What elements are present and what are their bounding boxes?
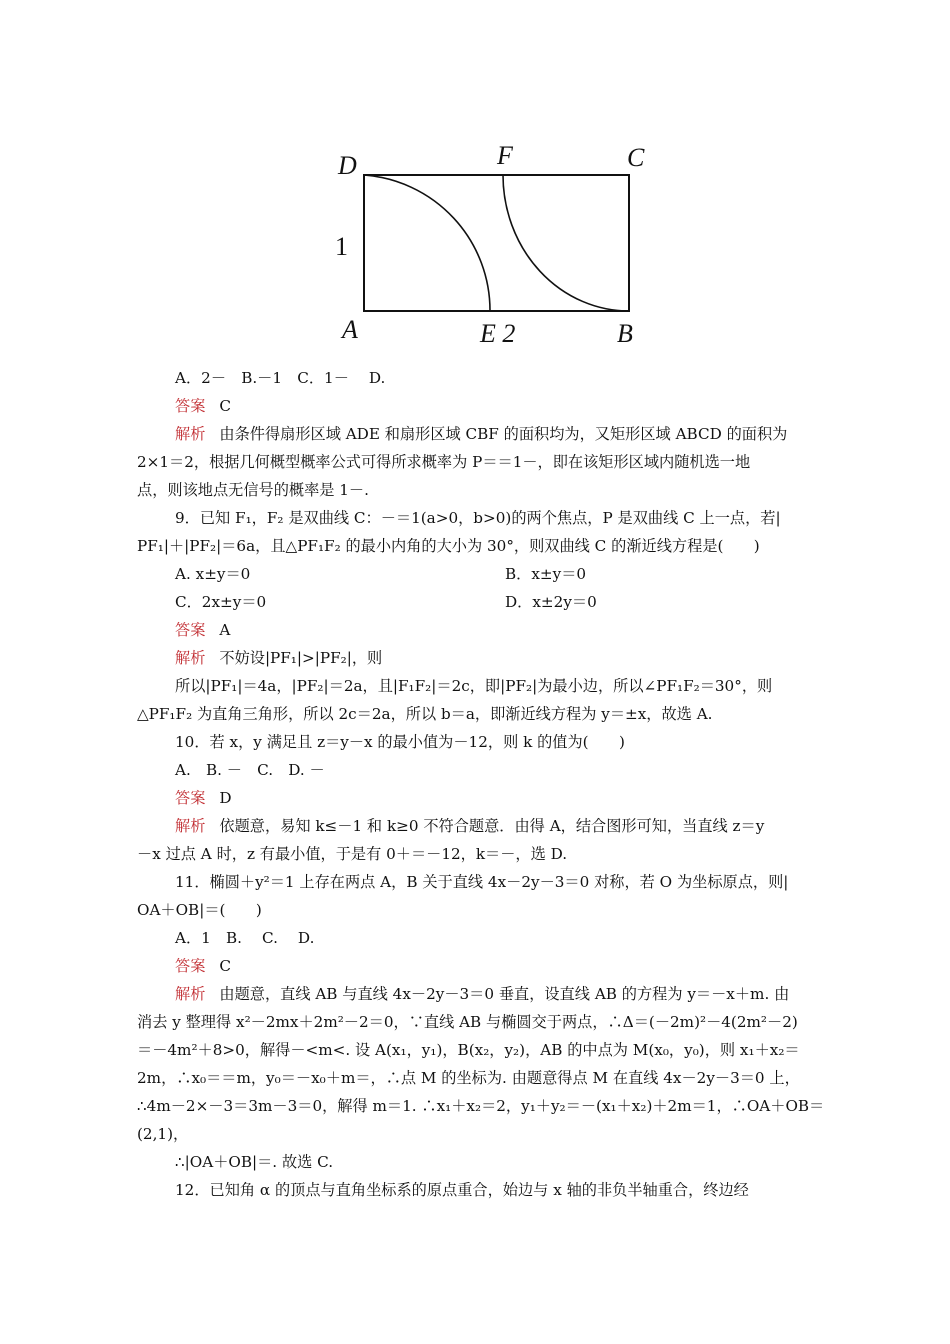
q9-option-b: B．x±y＝0 <box>505 565 587 583</box>
answer-label: 答案 <box>175 397 206 415</box>
label-side-1: 1 <box>335 232 348 261</box>
q10-answer-line: 答案 D <box>175 789 232 807</box>
label-b: B <box>617 319 633 348</box>
q11-analysis-line-4: 2m，∴x₀＝＝m，y₀＝－x₀＋m＝，∴点 M 的坐标为. 由题意得点 M 在直线 4x－2y－3＝0 上， <box>137 1069 800 1087</box>
label-f: F <box>497 141 513 170</box>
q8-answer: C <box>219 397 231 415</box>
q11-analysis-line-3: ＝－4m²＋8>0，解得－<m<. 设 A(x₁，y₁)，B(x₂，y₂)，AB 的中点为 M(x₀，y₀)，则 x₁＋x₂＝ <box>137 1041 800 1059</box>
q9-stem-1: 9．已知 F₁，F₂ 是双曲线 C：－＝1(a>0，b>0)的两个焦点，P 是双曲线 C 上一点，若| <box>175 509 781 527</box>
q11-answer: C <box>219 957 231 975</box>
label-c: C <box>627 143 645 172</box>
q11-analysis-line-2: 消去 y 整理得 x²－2mx＋2m²－2＝0，∵直线 AB 与椭圆交于两点，∴Δ＝(－2m)²－4(2m²－2) <box>137 1013 798 1031</box>
q9-analysis-line-3: △PF₁F₂ 为直角三角形，所以 2c＝2a，所以 b＝a，即渐近线方程为 y＝±x，故选 A. <box>137 705 713 723</box>
q8-options: A．2－ B.－1 C．1－ D. <box>175 369 386 387</box>
q11-analysis-line-1: 解析 由题意，直线 AB 与直线 4x－2y－3＝0 垂直，设直线 AB 的方程为 y＝－x＋m. 由 <box>175 985 790 1003</box>
q11-options: A．1 B. C. D. <box>175 929 315 947</box>
q9-analysis-line-1: 解析 不妨设|PF₁|>|PF₂|，则 <box>175 649 383 667</box>
q12-stem: 12．已知角 α 的顶点与直角坐标系的原点重合，始边与 x 轴的非负半轴重合，终边经 <box>175 1181 749 1199</box>
q8-analysis-line-2: 2×1＝2，根据几何概型概率公式可得所求概率为 P＝＝1－，即在该矩形区域内随机选一地 <box>137 453 751 471</box>
q10-options: A. B. － C. D. － <box>175 761 325 779</box>
q11-stem-2: OA＋OB|＝( ) <box>137 901 262 919</box>
analysis-label: 解析 <box>175 425 206 443</box>
label-d: D <box>338 151 357 180</box>
q9-option-c: C．2x±y＝0 <box>175 593 267 611</box>
rectangle-sector-diagram <box>330 140 650 350</box>
q8-analysis-line-1: 解析 由条件得扇形区域 ADE 和扇形区域 CBF 的面积均为，又矩形区域 ABCD 的面积为 <box>175 425 788 443</box>
q8-answer-line <box>175 396 231 416</box>
q11-analysis-line-5: ∴4m－2×－3＝3m－3＝0，解得 m＝1. ∴x₁＋x₂＝2，y₁＋y₂＝－(x₁＋x₂)＋2m＝1，∴OA＋OB＝ <box>137 1097 825 1115</box>
sector-arc-cbf <box>503 175 629 311</box>
q9-option-a: A. x±y＝0 <box>175 565 251 583</box>
q11-analysis-line-6: (2,1)， <box>137 1125 189 1143</box>
label-e2: E 2 <box>480 319 516 348</box>
q10-analysis-line-2: －x 过点 A 时，z 有最小值，于是有 0＋＝－12，k＝－，选 D. <box>137 845 568 863</box>
q10-analysis-line-1: 解析 依题意，易知 k≤－1 和 k≥0 不符合题意．由得 A，结合图形可知，当直线 z＝y <box>175 817 765 835</box>
q9-answer-line: 答案 A <box>175 621 231 639</box>
q11-answer-line: 答案 C <box>175 957 231 975</box>
q9-analysis-line-2: 所以|PF₁|＝4a，|PF₂|＝2a，且|F₁F₂|＝2c，即|PF₂|为最小边，所以∠PF₁F₂＝30°，则 <box>175 677 773 695</box>
sector-arc-ade <box>364 175 490 311</box>
q9-option-d: D．x±2y＝0 <box>505 593 597 611</box>
q11-analysis-line-7: ∴|OA＋OB|＝. 故选 C. <box>175 1153 334 1171</box>
q8-analysis-line-3: 点，则该地点无信号的概率是 1－. <box>137 481 369 499</box>
q9-stem-2: PF₁|＋|PF₂|＝6a，且△PF₁F₂ 的最小内角的大小为 30°，则双曲线 C 的渐近线方程是( ) <box>137 537 760 555</box>
geometry-figure <box>330 140 650 350</box>
q11-stem-1: 11．椭圆＋y²＝1 上存在两点 A，B 关于直线 4x－2y－3＝0 对称，若 O 为坐标原点，则| <box>175 873 789 891</box>
q10-answer: D <box>219 789 232 807</box>
label-a: A <box>342 315 358 344</box>
q10-stem: 10．若 x，y 满足且 z＝y－x 的最小值为－12，则 k 的值为( ) <box>175 733 625 751</box>
q9-answer: A <box>219 621 231 639</box>
rectangle-abcd <box>364 175 629 311</box>
